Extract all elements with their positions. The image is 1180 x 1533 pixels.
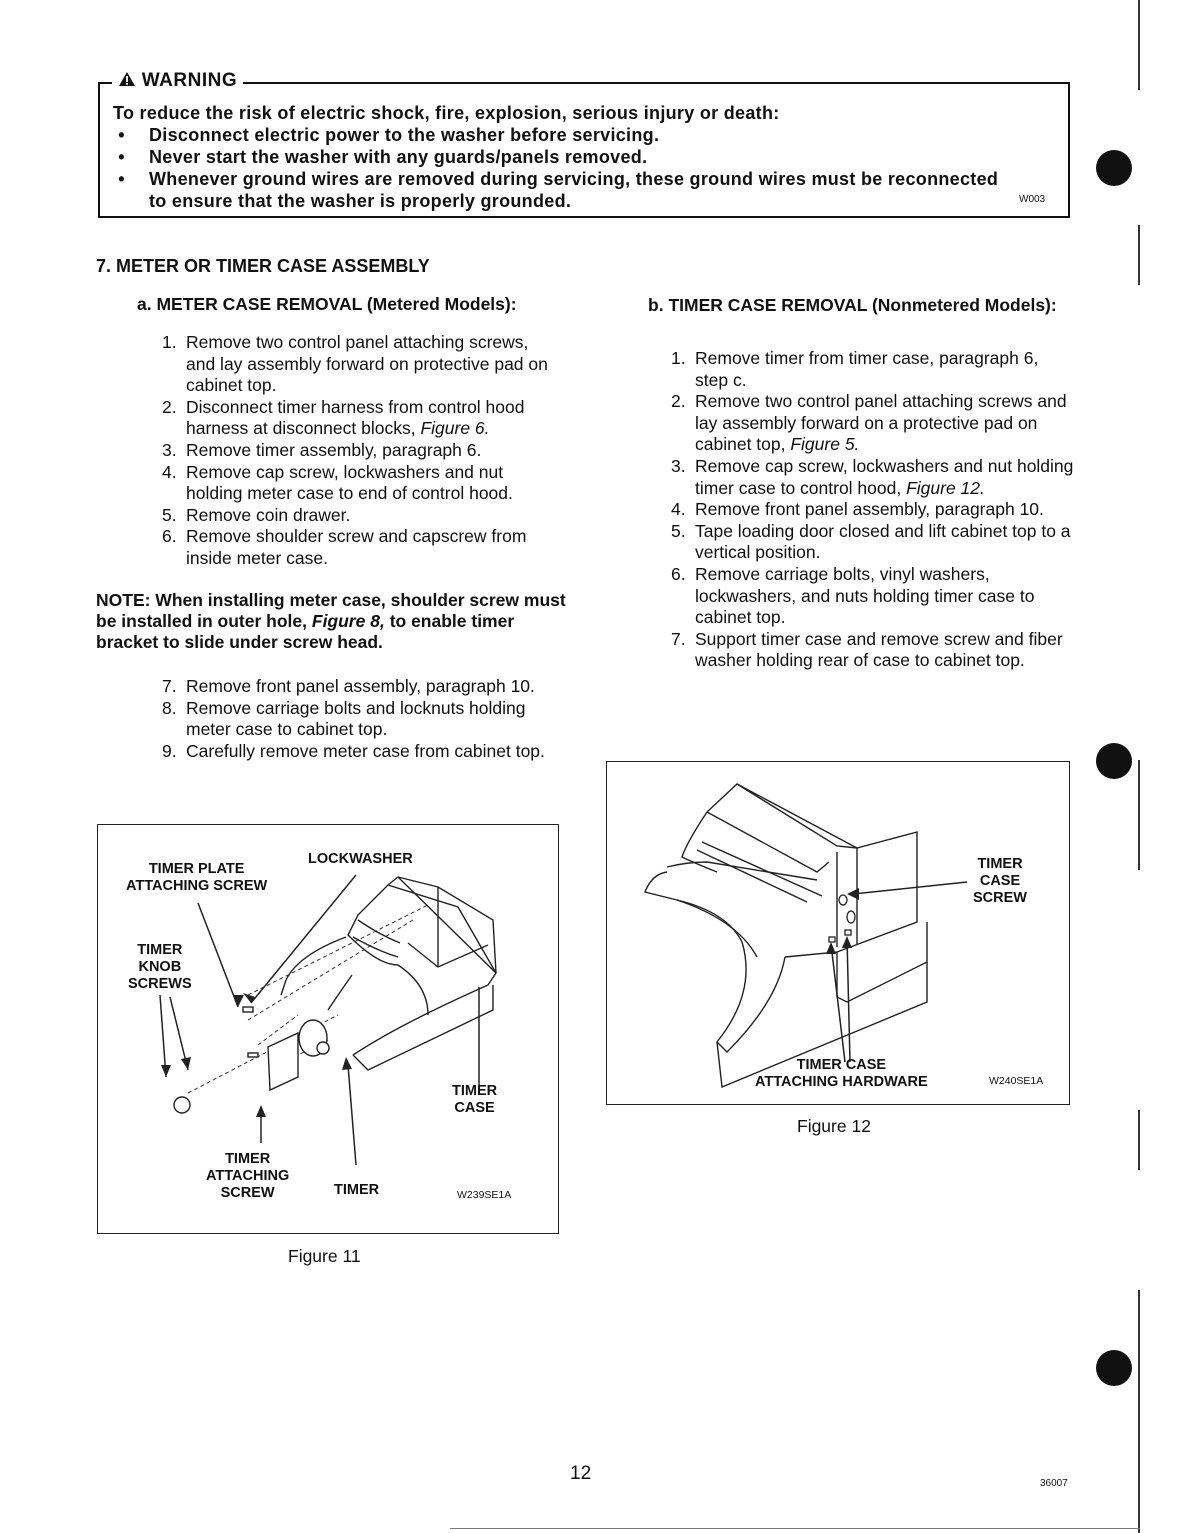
list-item: 6. Remove carriage bolts, vinyl washers, lockwashers, and nuts holding timer case to cabinet top.	[671, 563, 1035, 628]
binder-hole	[1096, 1350, 1132, 1386]
label-timer-case: TIMER CASE	[452, 1083, 498, 1116]
margin-mark	[1138, 0, 1140, 90]
left-steps-continued	[162, 676, 562, 762]
label-timer-case-hardware: TIMER CASE ATTACHING HARDWARE	[755, 1057, 928, 1090]
warning-title-text: WARNING	[141, 70, 238, 91]
list-item: 1. Remove timer from timer case, paragraph 6, step c.	[671, 348, 1039, 390]
list-item: 5. Remove coin drawer.	[162, 504, 351, 525]
margin-mark	[1138, 1290, 1140, 1533]
warning-triangle-icon	[118, 71, 136, 87]
list-item: 4. Remove cap screw, lockwashers and nut holding meter case to end of control hood.	[162, 461, 513, 504]
label-timer-knob-screws: TIMER KNOB SCREWS	[128, 942, 192, 992]
label-timer-case-screw: TIMER CASE SCREW	[973, 856, 1027, 906]
right-steps	[671, 348, 1075, 672]
warning-title	[112, 70, 243, 92]
list-item: 3. Remove cap screw, lockwashers and nut holding timer case to control hood, Figure 12.	[671, 455, 1074, 498]
left-steps	[162, 332, 562, 570]
figure-11-caption: Figure 11	[288, 1246, 361, 1266]
list-item: 4. Remove front panel assembly, paragraph 10.	[671, 499, 1044, 520]
warning-bullet: • Disconnect electric power to the washer before servicing.	[113, 125, 660, 145]
list-item: 6. Remove shoulder screw and capscrew from inside meter case.	[162, 526, 527, 568]
document-code: 36007	[1040, 1478, 1068, 1489]
binder-hole	[1096, 150, 1132, 186]
bottom-rule	[450, 1528, 1140, 1529]
warning-bullet: • Never start the washer with any guards/panels removed.	[113, 147, 648, 167]
label-lockwasher: LOCKWASHER	[308, 851, 413, 867]
binder-hole	[1096, 743, 1132, 779]
figure-12-illustration	[607, 762, 1069, 1104]
page-number: 12	[570, 1463, 592, 1484]
list-item: 2. Disconnect timer harness from control hood harness at disconnect blocks, Figure 6.	[162, 396, 525, 439]
label-timer-attaching-screw: TIMER ATTACHING SCREW	[206, 1151, 290, 1201]
list-item: 8. Remove carriage bolts and locknuts holding meter case to cabinet top.	[162, 697, 526, 740]
right-subheading: b. TIMER CASE REMOVAL (Nonmetered Models):	[648, 295, 1057, 315]
figure-11-code: W239SE1A	[457, 1189, 512, 1201]
list-item: 7. Remove front panel assembly, paragraph 10.	[162, 676, 535, 696]
warning-code: W003	[1019, 194, 1046, 205]
list-item: 2. Remove two control panel attaching screws and lay assembly forward on a protective pad on cabinet top, Figure 5.	[671, 391, 1067, 455]
label-timer-plate: TIMER PLATE ATTACHING SCREW	[126, 861, 268, 894]
figure-11	[97, 824, 559, 1234]
warning-text	[113, 102, 1015, 212]
warning-lead: To reduce the risk of electric shock, fire, explosion, serious injury or death:	[113, 103, 780, 123]
list-item: 7. Support timer case and remove screw and fiber washer holding rear of case to cabinet top.	[671, 628, 1063, 671]
section-heading: 7. METER OR TIMER CASE ASSEMBLY	[96, 256, 430, 276]
install-note: NOTE: When installing meter case, shoulder screw must be installed in outer hole, Figure 8, to enable timer bracket to slide under screw head.	[96, 590, 566, 652]
label-timer: TIMER	[334, 1182, 380, 1198]
figure-12-code: W240SE1A	[989, 1075, 1044, 1087]
margin-mark	[1138, 760, 1140, 870]
left-subheading: a. METER CASE REMOVAL (Metered Models):	[137, 294, 517, 314]
margin-mark	[1138, 1110, 1140, 1170]
list-item: 5. Tape loading door closed and lift cabinet top to a vertical position.	[671, 520, 1071, 563]
list-item: 3. Remove timer assembly, paragraph 6.	[162, 439, 482, 460]
list-item: 9. Carefully remove meter case from cabinet top.	[162, 740, 545, 761]
list-item: 1. Remove two control panel attaching screws, and lay assembly forward on protective pad on cabinet top.	[162, 332, 548, 396]
figure-12	[606, 761, 1070, 1105]
warning-bullet: • Whenever ground wires are removed during servicing, these ground wires must be reconnected to ensure that the washer is properly grounded.	[113, 169, 999, 211]
margin-mark	[1138, 225, 1140, 285]
figure-12-caption: Figure 12	[797, 1116, 871, 1136]
warning-top-rule	[98, 82, 1070, 84]
